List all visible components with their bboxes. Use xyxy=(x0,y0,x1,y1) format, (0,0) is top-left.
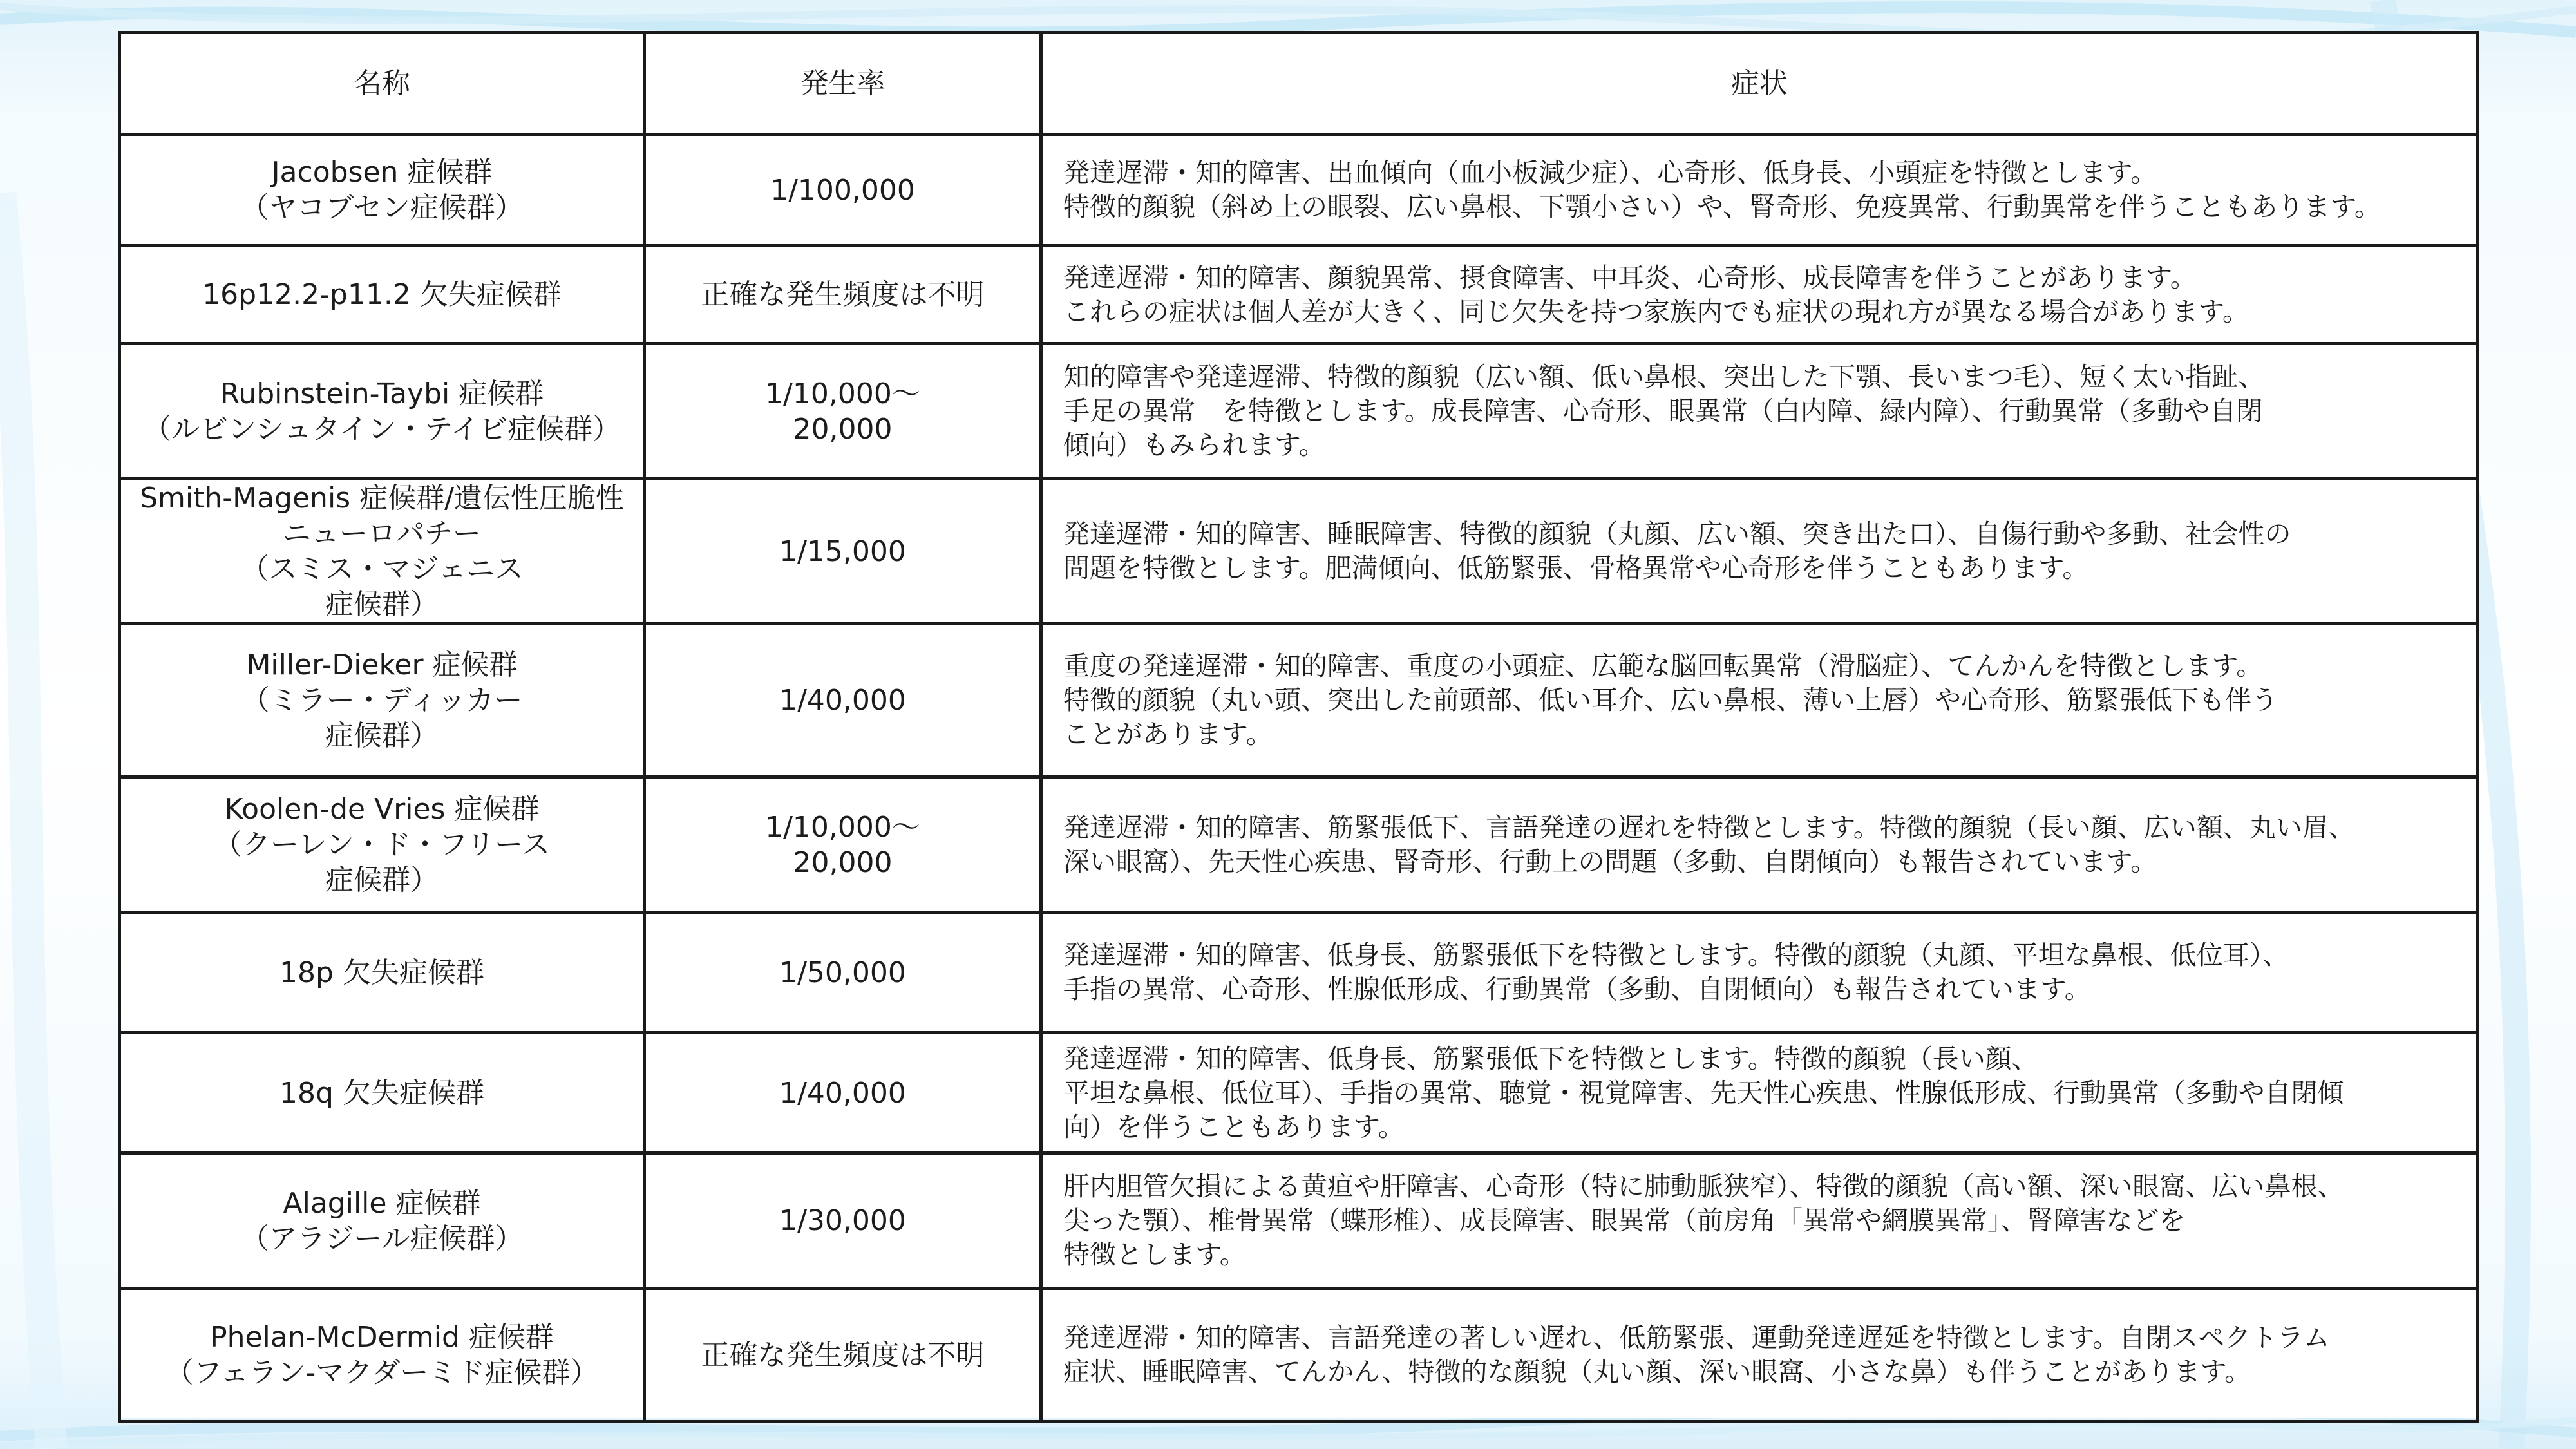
symptoms-text: 知的障害や発達遅滞、特徴的顔貌（広い額、低い鼻根、突出した下顎、長いまつ毛）、短く太い指趾、 手足の異常 を特徴とします。成長障害、心奇形、眼異常（白内障、緑内障）、行動異常（多動や自閉 傾向）もみられます。 xyxy=(1063,361,2265,460)
syndrome-name: Alagille 症候群 （アラジール症候群） xyxy=(240,1186,524,1255)
syndrome-name-cell xyxy=(120,913,645,1033)
syndrome-name-cell xyxy=(120,135,645,246)
table-row xyxy=(120,479,2478,624)
symptoms-cell xyxy=(1041,913,2478,1033)
symptoms-text: 発達遅滞・知的障害、低身長、筋緊張低下を特徴とします。特徴的顔貌（丸顔、平坦な鼻根、低位耳）、 手指の異常、心奇形、性腺低形成、行動異常（多動、自閉傾向）も報告されています。 xyxy=(1063,940,2289,1005)
syndrome-name: Smith-Magenis 症候群/遺伝性圧脆性 ニューロパチー （スミス・マジェニス 症候群） xyxy=(140,482,624,621)
header-rate: 発生率 xyxy=(645,33,1041,135)
incidence-cell xyxy=(645,777,1041,913)
symptoms-text: 発達遅滞・知的障害、低身長、筋緊張低下を特徴とします。特徴的顔貌（長い顔、 平坦な鼻根、低位耳）、手指の異常、聴覚・視覚障害、先天性心疾患、性腺低形成、行動異常（多動や自閉傾 向）を伴うこともあります。 xyxy=(1063,1043,2344,1142)
incidence-cell xyxy=(645,913,1041,1033)
syndrome-name-cell xyxy=(120,624,645,777)
symptoms-cell xyxy=(1041,777,2478,913)
header-name: 名称 xyxy=(120,33,645,135)
incidence-cell xyxy=(645,1153,1041,1289)
syndrome-name: Rubinstein-Taybi 症候群 （ルビンシュタイン・テイビ症候群） xyxy=(142,377,621,446)
syndrome-name-cell xyxy=(120,246,645,344)
incidence-cell xyxy=(645,246,1041,344)
incidence-rate: 1/50,000 xyxy=(779,956,906,989)
syndrome-name-cell xyxy=(120,479,645,624)
table-row xyxy=(120,135,2478,246)
incidence-cell xyxy=(645,1033,1041,1153)
syndrome-table xyxy=(118,31,2479,1423)
symptoms-cell xyxy=(1041,624,2478,777)
incidence-rate: 1/100,000 xyxy=(770,173,915,207)
incidence-cell xyxy=(645,624,1041,777)
syndrome-name: Phelan-McDermid 症候群 （フェラン-マクダーミド症候群） xyxy=(165,1321,599,1389)
syndrome-name: 18q 欠失症候群 xyxy=(279,1076,484,1110)
symptoms-cell xyxy=(1041,1033,2478,1153)
syndrome-name: Koolen-de Vries 症候群 （クーレン・ド・フリース 症候群） xyxy=(213,793,551,896)
incidence-cell xyxy=(645,344,1041,479)
incidence-rate: 1/15,000 xyxy=(779,535,906,568)
incidence-cell xyxy=(645,1289,1041,1422)
incidence-rate: 1/10,000～ 20,000 xyxy=(765,810,920,879)
symptoms-text: 重度の発達遅滞・知的障害、重度の小頭症、広範な脳回転異常（滑脳症）、てんかんを特徴とします。 特徴的顔貌（丸い頭、突出した前頭部、低い耳介、広い鼻根、薄い上唇）や心奇形、筋緊張低下も伴う ことがあります。 xyxy=(1063,650,2278,750)
syndrome-name-cell xyxy=(120,1289,645,1422)
syndrome-name-cell xyxy=(120,1033,645,1153)
incidence-rate: 1/40,000 xyxy=(779,684,906,717)
syndrome-name: Jacobsen 症候群 （ヤコブセン症候群） xyxy=(240,156,524,224)
table-row xyxy=(120,1153,2478,1289)
incidence-rate: 1/40,000 xyxy=(779,1076,906,1110)
syndrome-name-cell xyxy=(120,777,645,913)
table-row xyxy=(120,1033,2478,1153)
table-row xyxy=(120,246,2478,344)
syndrome-name: 16p12.2-p11.2 欠失症候群 xyxy=(202,278,562,311)
syndrome-table-container xyxy=(118,31,2479,1418)
syndrome-name-cell xyxy=(120,1153,645,1289)
symptoms-cell xyxy=(1041,1289,2478,1422)
table-header-row xyxy=(120,33,2478,135)
symptoms-text: 肝内胆管欠損による黄疸や肝障害、心奇形（特に肺動脈狭窄）、特徴的顔貌（高い額、深い眼窩、広い鼻根、 尖った顎）、椎骨異常（蝶形椎）、成長障害、眼異常（前房角「異常や網膜異常」、腎障害などを 特徴とします。 xyxy=(1063,1171,2344,1270)
incidence-rate: 正確な発生頻度は不明 xyxy=(701,278,985,311)
symptoms-text: 発達遅滞・知的障害、睡眠障害、特徴的顔貌（丸顔、広い額、突き出た口）、自傷行動や多動、社会性の 問題を特徴とします。肥満傾向、低筋緊張、骨格異常や心奇形を伴うこともあります。 xyxy=(1063,518,2291,583)
incidence-rate: 1/30,000 xyxy=(779,1204,906,1237)
table-row xyxy=(120,624,2478,777)
symptoms-text: 発達遅滞・知的障害、言語発達の著しい遅れ、低筋緊張、運動発達遅延を特徴とします。自閉スペクトラム 症状、睡眠障害、てんかん、特徴的な顔貌（丸い顔、深い眼窩、小さな鼻）も伴うことがあります。 xyxy=(1063,1322,2330,1387)
table-row xyxy=(120,777,2478,913)
table-row xyxy=(120,344,2478,479)
symptoms-cell xyxy=(1041,135,2478,246)
incidence-rate: 正確な発生頻度は不明 xyxy=(701,1338,985,1372)
symptoms-text: 発達遅滞・知的障害、顔貌異常、摂食障害、中耳炎、心奇形、成長障害を伴うことがあります。 これらの症状は個人差が大きく、同じ欠失を持つ家族内でも症状の現れ方が異なる場合があります。 xyxy=(1063,261,2249,327)
symptoms-cell xyxy=(1041,1153,2478,1289)
syndrome-name-cell xyxy=(120,344,645,479)
incidence-cell xyxy=(645,135,1041,246)
symptoms-cell xyxy=(1041,344,2478,479)
symptoms-cell xyxy=(1041,479,2478,624)
symptoms-text: 発達遅滞・知的障害、筋緊張低下、言語発達の遅れを特徴とします。特徴的顔貌（長い顔、広い額、丸い眉、 深い眼窩）、先天性心疾患、腎奇形、行動上の問題（多動、自閉傾向）も報告されています。 xyxy=(1063,811,2355,877)
incidence-cell xyxy=(645,479,1041,624)
table-row xyxy=(120,1289,2478,1422)
symptoms-text: 発達遅滞・知的障害、出血傾向（血小板減少症）、心奇形、低身長、小頭症を特徴とします。 特徴的顔貌（斜め上の眼裂、広い鼻根、下顎小さい）や、腎奇形、免疫異常、行動異常を伴うこともあります。 xyxy=(1063,157,2381,222)
header-symptoms: 症状 xyxy=(1041,33,2478,135)
symptoms-cell xyxy=(1041,246,2478,344)
incidence-rate: 1/10,000～ 20,000 xyxy=(765,377,920,446)
syndrome-name: Miller-Dieker 症候群 （ミラー・ディッカー 症候群） xyxy=(241,649,523,752)
syndrome-name: 18p 欠失症候群 xyxy=(279,956,484,989)
table-row xyxy=(120,913,2478,1033)
